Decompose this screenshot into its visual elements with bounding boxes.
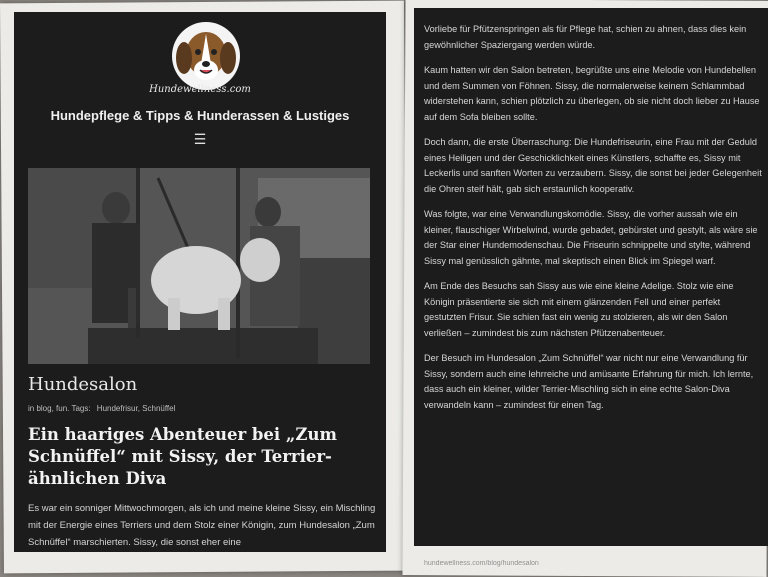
hamburger-icon[interactable]: ☰ (193, 131, 207, 147)
article-continuation (424, 22, 764, 423)
paragraph: Am Ende des Besuchs sah Sissy aus wie eine kleine Adelige. Stolz wie eine Königin präsentierte sie sich mit einem glänzenden Fell und einer perfekt gestutzten Frisur. Sie schien fast ein wenig zu stolzieren, als wir den Salon verließen – zumindest bis zum nächsten Pfützenabenteuer. (424, 281, 734, 338)
category-title[interactable]: Hundesalon (28, 374, 138, 395)
article-intro: Es war ein sonniger Mittwochmorgen, als ich und meine kleine Sissy, ein Mischling mit der Energie eines Terriers und dem Stolz einer Königin, zum Hundesalon „Zum Schnüffel“ marschierten. Sissy, die sonst eher eine (28, 503, 376, 548)
paragraph: Vorliebe für Pfützenspringen als für Pflege hat, schien zu ahnen, dass dies kein gewöhnlicher Spaziergang werden würde. (424, 24, 747, 50)
post-meta-tags[interactable]: Hundefrisur, Schnüffel (96, 404, 176, 413)
post-meta-in: in blog, fun. Tags: (28, 404, 91, 413)
paragraph: Doch dann, die erste Überraschung: Die Hundefriseurin, eine Frau mit der Geduld eines Heiligen und der Geschicklichkeit eines Künstlers, schaffte es, Sissy mit Leckerlis und sanften Worten zu verzaubern. Sissy, die sonst bei jeder Gelegenheit die Ohren steif hält, gab sich erstaunlich kooperativ. (424, 137, 762, 194)
left-printed-page (14, 12, 386, 552)
paragraph: Kaum hatten wir den Salon betreten, begrüßte uns eine Melodie von Hundebellen und dem Summen von Föhnen. Sissy, die normalerweise keinem Schlammbad widerstehen kann, schien plötzlich zu überlegen, ob sie nicht doch lieber zu Hause auf dem Sofa bleiben sollte. (424, 65, 760, 122)
paragraph: Was folgte, war eine Verwandlungskomödie. Sissy, die vorher aussah wie ein kleiner, flauschiger Wirbelwind, wurde gebadet, gebürstet und gestylt, als wäre sie der Star einer Hundemodenschau. Die Friseurin schnippelte und stylte, während Sissy mal genüsslich gähnte, mal skeptisch einen Blick im Spiegel warf. (424, 209, 758, 266)
print-footer-url: hundewellness.com/blog/hundesalon (424, 560, 539, 567)
article-title: Ein haariges Abenteuer bei „Zum Schnüffel“ mit Sissy, der Terrier-ähnlichen Diva (28, 425, 337, 488)
paragraph: Der Besuch im Hundesalon „Zum Schnüffel“ war nicht nur eine Verwandlung für Sissy, sondern auch eine lehrreiche und amüsante Erfahrung für mich. Ich lernte, dass auch ein kleiner, wilder Terrier-Mischling sich in eine echte Salon-Diva verwandeln kann – zumindest für einen Tag. (424, 353, 754, 410)
site-navigation-tagline[interactable]: Hundepflege & Tipps & Hunderassen & Lustiges (50, 108, 350, 123)
site-logo-text[interactable]: Hundewellness.com (149, 84, 251, 95)
post-meta (28, 404, 179, 413)
grooming-salon-photo (28, 168, 370, 364)
right-printed-page (414, 8, 768, 546)
